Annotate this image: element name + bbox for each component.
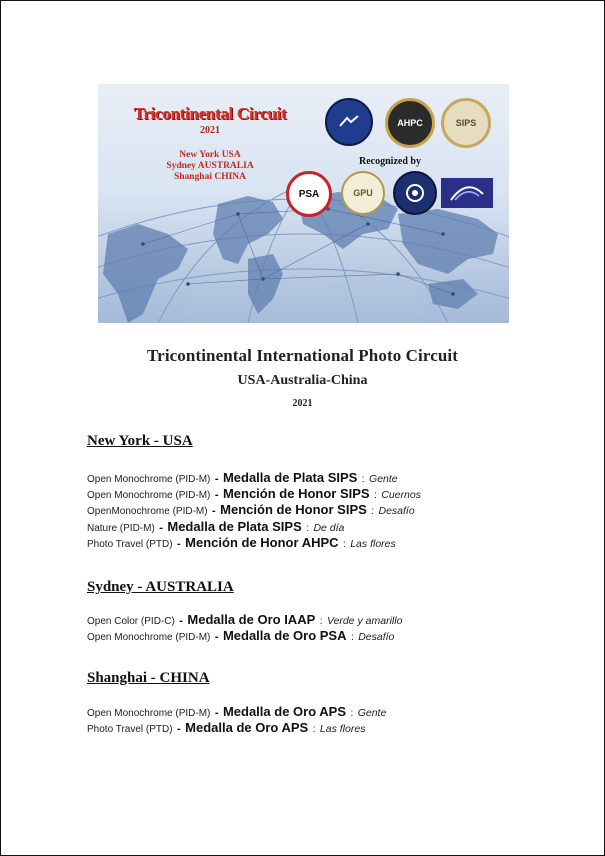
entry-category: Photo Travel (PTD) bbox=[87, 724, 173, 735]
entry-photo-title: Verde y amarillo bbox=[326, 615, 403, 627]
entry-photo-title: Desafío bbox=[378, 505, 415, 517]
entry-category: Nature (PID-M) bbox=[87, 523, 155, 534]
award-entry bbox=[87, 719, 365, 737]
entry-colon: : bbox=[342, 539, 346, 550]
entry-photo-title: De día bbox=[313, 522, 345, 534]
ahpc-logo bbox=[385, 98, 435, 148]
swirl-icon bbox=[447, 182, 487, 204]
page-title: Tricontinental International Photo Circuit bbox=[147, 346, 458, 365]
entry-award: Medalla de Oro IAAP bbox=[187, 612, 316, 627]
entry-award: Mención de Honor SIPS bbox=[220, 502, 367, 517]
page-subtitle: USA-Australia-China bbox=[237, 373, 368, 388]
banner-year: 2021 bbox=[200, 125, 220, 136]
aperture-icon bbox=[404, 182, 426, 204]
entry-category: Open Color (PID-C) bbox=[87, 616, 175, 627]
entry-colon: : bbox=[312, 724, 316, 735]
entry-photo-title: Las flores bbox=[350, 538, 396, 550]
entry-separator: - bbox=[214, 707, 219, 719]
section-heading-sydney: Sydney - AUSTRALIA bbox=[87, 579, 234, 595]
entry-colon: : bbox=[350, 708, 354, 719]
entry-separator: - bbox=[212, 505, 216, 517]
iaap-logo bbox=[441, 178, 493, 208]
camera-bird-icon bbox=[337, 110, 361, 134]
psa-logo-label: PSA bbox=[298, 188, 320, 200]
page-year: 2021 bbox=[292, 398, 313, 409]
entry-colon: : bbox=[374, 490, 377, 501]
entry-separator: - bbox=[159, 522, 163, 534]
entry-photo-title: Cuernos bbox=[381, 489, 421, 501]
entry-photo-title: Las flores bbox=[319, 723, 366, 735]
entry-award: Medalla de Plata SIPS bbox=[222, 470, 358, 485]
banner-title: Tricontinental Circuit bbox=[133, 104, 287, 123]
blue-seal-logo bbox=[325, 98, 373, 146]
recognized-by-label: Recognized by bbox=[359, 156, 421, 167]
entry-photo-title: Desafío bbox=[358, 631, 395, 643]
entry-category: Open Monochrome (PID-M) bbox=[87, 474, 211, 485]
entry-category: Open Monochrome (PID-M) bbox=[87, 708, 211, 719]
entry-photo-title: Gente bbox=[357, 707, 387, 719]
entry-award: Mención de Honor AHPC bbox=[185, 535, 339, 550]
entry-colon: : bbox=[350, 632, 354, 643]
award-entry bbox=[87, 534, 396, 552]
gpu-logo bbox=[341, 171, 385, 215]
entry-separator: - bbox=[214, 473, 219, 485]
entry-award: Medalla de Oro APS bbox=[222, 704, 347, 719]
entry-award: Medalla de Oro PSA bbox=[222, 628, 347, 643]
entry-colon: : bbox=[371, 506, 375, 517]
entry-colon: : bbox=[319, 616, 323, 627]
circuit-banner-image bbox=[98, 84, 509, 323]
entry-colon: : bbox=[306, 523, 309, 534]
entry-separator: - bbox=[179, 615, 183, 627]
entry-separator: - bbox=[214, 631, 219, 643]
entry-photo-title: Gente bbox=[369, 473, 398, 485]
entry-separator: - bbox=[177, 723, 181, 735]
entry-award: Mención de Honor SIPS bbox=[222, 486, 370, 501]
ahpc-logo-label: AHPC bbox=[397, 118, 423, 128]
banner-city-newyork: New York USA bbox=[179, 150, 241, 160]
entry-award: Medalla de Oro APS bbox=[185, 720, 309, 735]
section-heading-newyork: New York - USA bbox=[87, 433, 193, 449]
sips-logo-label: SIPS bbox=[455, 118, 477, 128]
entry-colon: : bbox=[361, 474, 365, 485]
banner-city-sydney: Sydney AUSTRALIA bbox=[166, 161, 254, 171]
psa-logo bbox=[286, 171, 332, 217]
award-entry bbox=[87, 501, 415, 519]
award-entry bbox=[87, 627, 394, 645]
section-heading-shanghai: Shanghai - CHINA bbox=[87, 670, 210, 686]
entry-award: Medalla de Plata SIPS bbox=[167, 519, 302, 534]
entry-category: OpenMonochrome (PID-M) bbox=[87, 506, 208, 517]
entry-separator: - bbox=[177, 538, 181, 550]
entry-separator: - bbox=[214, 489, 219, 501]
gpu-logo-label: GPU bbox=[353, 188, 373, 198]
banner-city-shanghai: Shanghai CHINA bbox=[173, 172, 247, 182]
entry-category: Open Monochrome (PID-M) bbox=[87, 490, 211, 501]
sips-logo bbox=[441, 98, 491, 148]
entry-category: Photo Travel (PTD) bbox=[87, 539, 173, 550]
entry-category: Open Monochrome (PID-M) bbox=[87, 632, 211, 643]
circular-aperture-logo bbox=[393, 171, 437, 215]
